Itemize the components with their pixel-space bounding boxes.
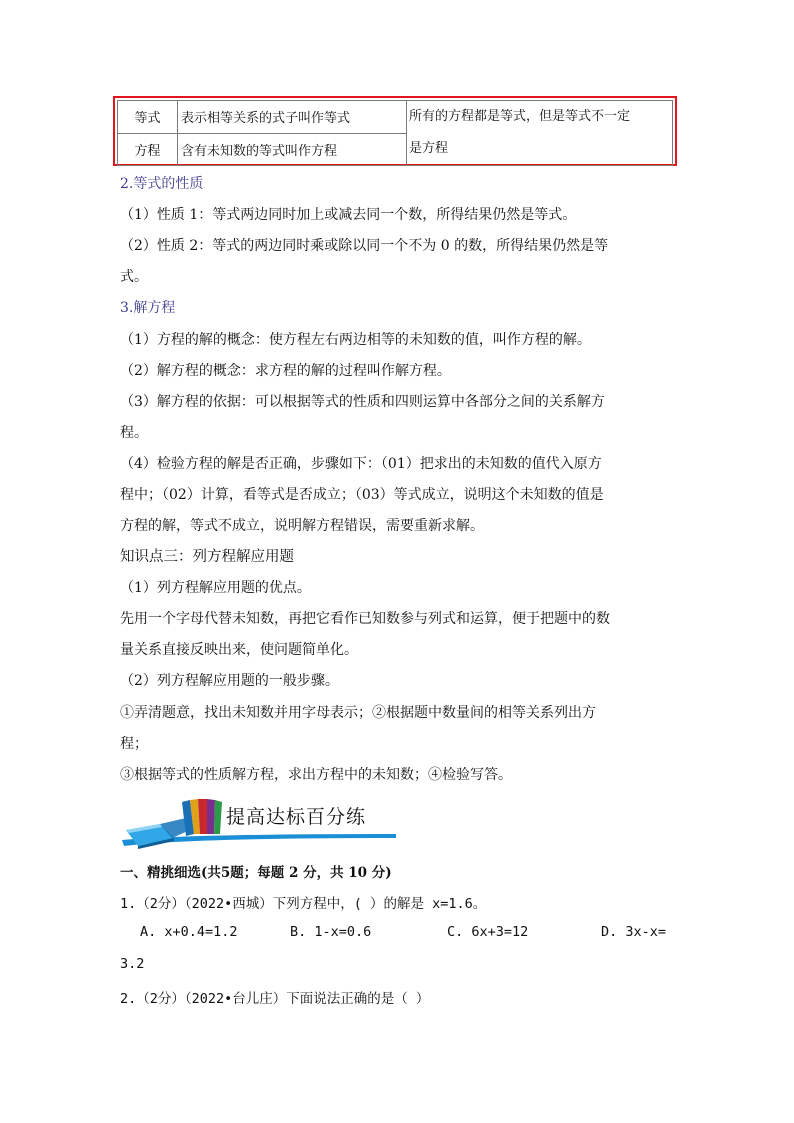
paragraph: （1）性质 1：等式两边同时加上或减去同一个数，所得结果仍然是等式。 — [120, 207, 577, 223]
note-cell — [407, 101, 673, 166]
question-1-stem: 1.（2分）（2022•西城）下列方程中，( ）的解是 x=1.6。 — [120, 896, 487, 912]
paragraph: （2）列方程解应用题的一般步骤。 — [120, 673, 339, 689]
paragraph: （3）解方程的依据：可以根据等式的性质和四则运算中各部分之间的关系解方 — [120, 394, 605, 410]
paragraph: （1）方程的解的概念：使方程左右两边相等的未知数的值，叫作方程的解。 — [120, 332, 591, 348]
banner-title: 提高达标百分练 — [226, 806, 367, 828]
section-2-number: 2. — [120, 176, 134, 192]
question-1-option-d: D. 3x-x= — [601, 924, 667, 940]
concept-table-grid — [117, 100, 673, 166]
paragraph: ③根据等式的性质解方程，求出方程中的未知数；④检验写答。 — [120, 767, 512, 783]
knowledge-point-3-title: 知识点三：列方程解应用题 — [120, 549, 294, 565]
table-row — [118, 101, 673, 134]
paragraph: （4）检验方程的解是否正确，步骤如下：（01）把求出的未知数的值代入原方 — [120, 456, 602, 472]
term-cell: 等式 — [118, 101, 178, 134]
paragraph: （1）列方程解应用题的优点。 — [120, 580, 311, 596]
question-1-option-a: A. x+0.4=1.2 — [140, 924, 238, 940]
question-1-option-d-continued: 3.2 — [120, 956, 145, 972]
section-2-title: 等式的性质 — [133, 176, 204, 192]
section-3-number: 3. — [120, 300, 134, 316]
paragraph: 量关系直接反映出来，使问题简单化。 — [120, 642, 358, 658]
section-2-heading — [120, 175, 680, 193]
note-line-1: 所有的方程都是等式，但是等式不一定 — [409, 109, 631, 124]
paragraph: （2）性质 2：等式的两边同时乘或除以同一个不为 0 的数，所得结果仍然是等 — [120, 238, 609, 254]
question-1-option-b: B. 1-x=0.6 — [290, 924, 372, 940]
paragraph: 程中；（02）计算，看等式是否成立；（03）等式成立，说明这个未知数的值是 — [120, 487, 604, 503]
paragraph: ①弄清题意，找出未知数并用字母表示；②根据题中数量间的相等关系列出方 — [120, 705, 596, 721]
note-line-2: 是方程 — [409, 141, 449, 156]
question-2-stem: 2.（2分）（2022•台儿庄）下面说法正确的是（ ） — [120, 991, 430, 1007]
paragraph: 先用一个字母代替未知数，再把它看作已知数参与列式和运算，便于把题中的数 — [120, 611, 610, 627]
paragraph: （2）解方程的概念：求方程的解的过程叫作解方程。 — [120, 363, 451, 379]
paragraph: 方程的解，等式不成立，说明解方程错误，需要重新求解。 — [120, 518, 484, 534]
section-3-title: 解方程 — [133, 300, 176, 316]
term-cell: 方程 — [118, 133, 178, 166]
section-3-heading — [120, 299, 680, 317]
concept-table — [113, 96, 677, 166]
paragraph: 程； — [120, 736, 148, 752]
definition-cell: 表示相等关系的式子叫作等式 — [178, 101, 407, 134]
exercise-section-title: 一、精挑细选(共5题；每题 2 分，共 10 分) — [120, 865, 392, 881]
paragraph: 式。 — [120, 269, 148, 285]
question-1-option-c: C. 6x+3=12 — [447, 924, 529, 940]
paragraph: 程。 — [120, 425, 148, 441]
definition-cell: 含有未知数的等式叫作方程 — [178, 133, 407, 166]
